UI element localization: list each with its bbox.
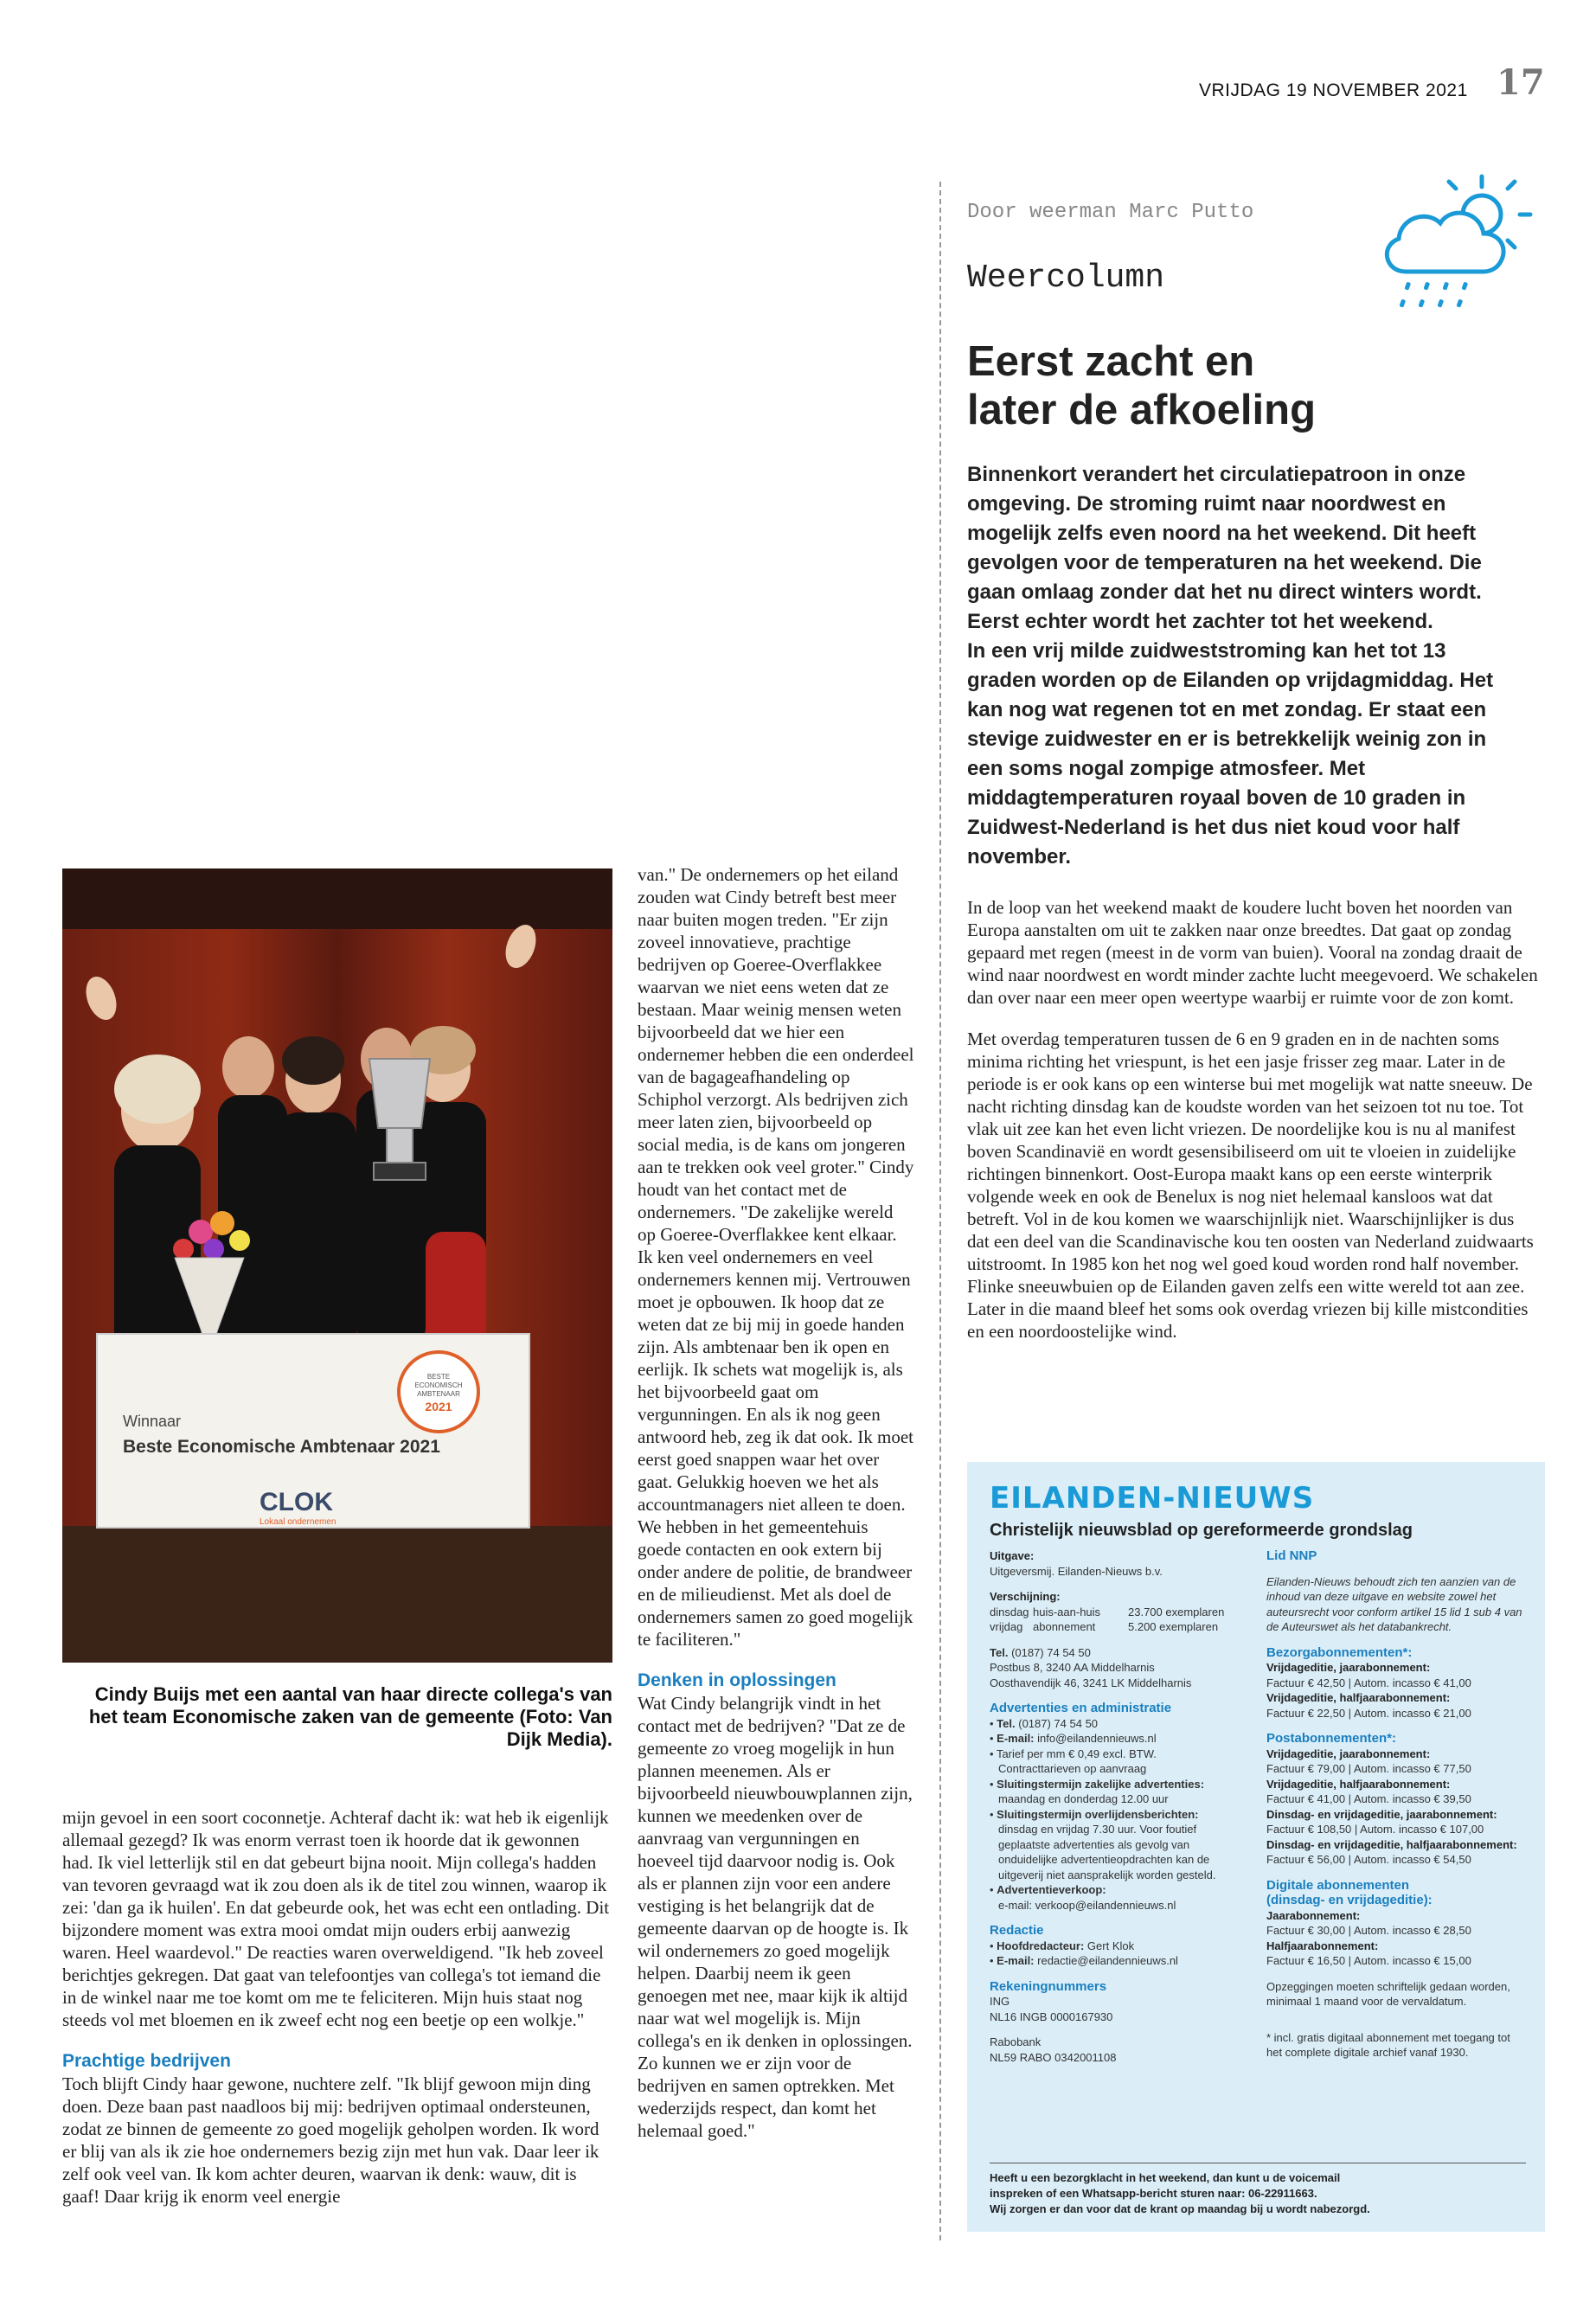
weather-intro-p1: Binnenkort verandert het circulatiepatroon in onze omgeving. De stroming ruimt naar noordwest en mogelijk zelfs even noord na het weekend. Dit heeft gevolgen voor de temperaturen na het weekend. Die gaan omlaag zonder dat het nu direct winters wordt. Eerst echter wordt het zachter tot het weekend.: [967, 463, 1482, 633]
photo-caption: Cindy Buijs met een aantal van haar directe collega's van het team Economische zaken van de gemeente (Foto: Van Dijk Media).: [88, 1683, 612, 1750]
sluit-ovl-value: dinsdag en vrijdag 7.30 uur. Voor foutief geplaatste advertenties als gevolg van onduidelijke advertentieopdrachten kan de uitgeverij niet aansprakelijk worden gesteld.: [998, 1823, 1216, 1881]
sluit-zak-label: Sluitingstermijn zakelijke advertenties:: [997, 1777, 1205, 1791]
weather-headline-line1: Eerst zacht en: [967, 338, 1255, 385]
hoofdred-label: Hoofdredacteur:: [997, 1939, 1085, 1952]
article-left-p2: Toch blijft Cindy haar gewone, nuchtere zelf. "Ik blijf gewoon mijn ding doen. Deze baan past naadloos bij mij: bedrijven optimaal ondersteunen, zodat ze binnen de gemeente zo goed mogelijk geholpen worden. Ik word er blij van als ik zie hoe ondernemers bezig zijn met hun vak. Daar leer ik zelf ook veel van. Ik kom achter deuren, waarvan ik denk: wauw, dit is gaaf! Daar krijg ik enorm veel energie: [62, 2073, 599, 2207]
bank2: Rabobank: [990, 2035, 1042, 2048]
post-heading: Postabonnementen*:: [1266, 1731, 1397, 1746]
verschijning-row: [990, 1619, 1249, 1635]
banner-title: Winnaar: [123, 1413, 182, 1430]
verschijning-type: abonnement: [1033, 1620, 1096, 1633]
article-left-p1: mijn gevoel in een soort coconnetje. Achteraf dacht ik: wat heb ik eigenlijk allemaal gezegd? Ik was enorm verrast toen ik hoorde dat ik gewonnen had. Ik viel letterlijk stil en dat gebeurt bijna nooit. Mijn collega's hadden van tevoren gevraagd wat ik zou doen als ik de titel zou winnen, waarop ik zei: 'dan ga ik huilen'. En dat gebeurde ook, het was echt een ontlading. Dit bijzondere moment was extra mooi omdat mijn ouders erbij aanwezig waren. Heel waardevol." De reacties waren overweldigend. "Ik heb zoveel berichtjes gekregen. Dat gaat van telefoontjes van collega's tot iemand die in de winkel naar me toe komt om me te feliciteren. Mijn huis staat nog steeds vol met bloemen en ik zweef echt nog een beetje op een wolkje.": [62, 1807, 610, 2030]
colophon-footer: [990, 2163, 1526, 2217]
weather-headline: [967, 337, 1503, 434]
article-mid-p2: Wat Cindy belangrijk vindt in het contact met de bedrijven? "Dat ze de gemeente zo vroeg mogelijk in hun plannen meenemen. Als er bijvoorbeeld nieuwbouwplannen zijn, kunnen we meedenken over de aanvraag van vergunningen en hoeveel tijd daarvoor nodig is. Ook als er plannen zijn voor een andere vestiging is het belangrijk dat de gemeente daarvan op de hoogte is. Ik wil ondernemers zo goed mogelijk helpen. Daarbij neem ik geen genoegen met nee, maar kijk ik altijd naar wat wel mogelijk is. Mijn collega's en ik denken in oplossingen. Zo kunnen we er zijn voor de bedrijven en samen optrekken. Met wederzijds respect, dan komt het helemaal goed.": [638, 1693, 913, 2141]
verschijning-day: vrijdag: [990, 1620, 1023, 1633]
weather-headline-line2: later de afkoeling: [967, 387, 1317, 433]
weather-body-p2: Met overdag temperaturen tussen de 6 en 9 graden en in de nachten soms minima richting het vriespunt, is het een jasje frisser zeg maar. Later in de periode is er ook kans op een winterse bui met mogelijk wat natte sneeuw. De nacht richting dinsdag kan de koudste worden van het seizoen tot nu toe. Tot vlak uit zee kan het even licht vriezen. De noordelijke kou is nu al manifest boven Scandinavië en wordt gesensibiliseerd om uit te vloeien in zuidelijke richtingen binnenkort. Oost-Europa maakt kans op een eerste winterprik volgende week en ook de Benelux is nog niet helemaal kansloos wat dat betreft. Vol in de kou komen we waarschijnlijk niet. Waarschijnlijker is dus dat een deel van die Scandinavische kou ten oosten van Nederland zuidwaarts uitstroomt. In 1985 kon het nog wel goed koud worden rond half november. Flinke sneeuwbuien op de Eilanden gaven zelfs een witte wereld tot aan zee. Later in die maand bleef het soms ook overdag vriezen bij kille mistcondities en een noordoostelijke wind.: [967, 1029, 1534, 1342]
post-v1: Factuur € 79,00 | Autom. incasso € 77,50: [1266, 1762, 1471, 1775]
dig-heading2: (dinsdag- en vrijdageditie):: [1266, 1893, 1433, 1907]
hoofdred-value: Gert Klok: [1086, 1939, 1135, 1952]
post-l1: Vrijdageditie, jaarabonnement:: [1266, 1747, 1431, 1760]
article-mid-p1: van." De ondernemers op het eiland zouden wat Cindy betreft best meer naar buiten mogen treden. "Er zijn zoveel innovatieve, prachtige bedrijven op Goeree-Overflakkee waarvan we niet eens weten dat ze bestaan. Maar weinig mensen weten bijvoorbeeld dat we hier een ondernemer hebben die een onderdeel van de bagageafhandeling op Schiphol verzorgt. Als bedrijven zich meer laten zien, bijvoorbeeld op social media, is de kans om jongeren aan te trekken ook veel groter." Cindy houdt van het contact met de ondernemers. "De zakelijke wereld op Goeree-Overflakkee kent elkaar. Ik ken veel ondernemers en veel ondernemers kennen mij. Vertrouwen moet je opbouwen. Ik hoop dat ze weten dat ze bij mij in goede handen zijn. Als ambtenaar ben ik open en eerlijk. Ik schets wat mogelijk is, als het bijvoorbeeld gaat om vergunningen. En als ik nog geen antwoord heb, zeg ik dat ook. Ik moet eerst goed snappen waar het over gaat. Gelukkig hoeven we het als accountmanagers niet alleen te doen. We hebben in het gemeentehuis goede contacten en ook extern bij onder andere de politie, de brandweer en de milieudienst. Met als doel de ondernemers samen zo goed mogelijk te faciliteren.": [638, 864, 914, 1650]
verschijning-count: 23.700 exemplaren: [1128, 1605, 1225, 1618]
opzeg-text: Opzeggingen moeten schriftelijk gedaan worden, minimaal 1 maand voor de vervaldatum.: [1266, 1979, 1510, 2008]
red-email-value[interactable]: redactie@eilandennieuws.nl: [1037, 1954, 1178, 1967]
adv-tel-value: (0187) 74 54 50: [1018, 1716, 1099, 1730]
verschijning-count: 5.200 exemplaren: [1128, 1620, 1219, 1633]
bezorg-v2: Factuur € 22,50 | Autom. incasso € 21,00: [1266, 1706, 1471, 1720]
weather-cloud-sun-rain-icon: [1371, 170, 1540, 322]
verkoop-label: Advertentieverkoop:: [997, 1883, 1106, 1896]
weather-intro-p2: In een vrij milde zuidweststroming kan het tot 13 graden worden op de Eilanden op vrijdagmiddag. Het kan nog wat regenen tot en met zondag. Er staat een stevige zuidwester en er is betrekkelijk weinig zon in een soms nogal zompige atmosfeer. Met middagtemperaturen royaal boven de 10 graden in Zuidwest-Nederland is het dus niet koud voor half november.: [967, 639, 1494, 868]
post-v2: Factuur € 41,00 | Autom. incasso € 39,50: [1266, 1792, 1471, 1805]
post-l4: Dinsdag- en vrijdageditie, halfjaarabonnement:: [1266, 1837, 1517, 1851]
adv-email-label: E-mail:: [997, 1732, 1035, 1745]
dig-v2: Factuur € 16,50 | Autom. incasso € 15,00: [1266, 1954, 1471, 1967]
eilanden-nieuws-logo: EILANDEN-NIEUWS: [990, 1481, 1315, 1516]
bank2-nr: NL59 RABO 0342001108: [990, 2050, 1117, 2064]
subhead-prachtige-bedrijven: Prachtige bedrijven: [62, 2051, 231, 2071]
sluit-ovl-label: Sluitingstermijn overlijdensberichten:: [997, 1807, 1199, 1821]
verkoop-value[interactable]: e-mail: verkoop@eilandennieuws.nl: [998, 1898, 1176, 1912]
verschijning-day: dinsdag: [990, 1605, 1029, 1618]
footer-line3: Wij zorgen er dan voor dat de krant op maandag bij u wordt nabezorgd.: [990, 2202, 1370, 2215]
bezorg-v1: Factuur € 42,50 | Autom. incasso € 41,00: [1266, 1676, 1471, 1689]
award-photo: [62, 868, 612, 1663]
clok-logo: CLOK: [260, 1488, 333, 1516]
bezorg-heading: Bezorgabonnementen*:: [1266, 1644, 1413, 1660]
verschijning-label: Verschijning:: [990, 1590, 1061, 1603]
weather-body: [967, 896, 1538, 1362]
article-middle-column: [638, 863, 914, 2161]
adv-tarief: Tarief per mm € 0,49 excl. BTW.: [996, 1747, 1157, 1760]
adv-tarief2: Contracttarieven op aanvraag: [998, 1762, 1147, 1775]
badge-line2: ECONOMISCH: [414, 1381, 463, 1389]
article-left-column: [62, 1806, 612, 2227]
weather-intro: [967, 460, 1503, 872]
badge-line1: BESTE: [426, 1373, 451, 1381]
address-line1: Postbus 8, 3240 AA Middelharnis: [990, 1661, 1155, 1674]
adv-heading: Advertenties en administratie: [990, 1701, 1172, 1715]
colophon-box: [967, 1462, 1545, 2232]
tel-label: Tel.: [990, 1645, 1009, 1659]
colophon-left: Uitgave: Uitgeversmij. Eilanden-Nieuws b.v. Verschijning: dinsdag huis-aan-huis 23.700 exemplaren vrijdag abonnement 5.200 exemplaren Tel. (0187) 74 54 50 Postbus 8, 3240 AA Middelharnis Oosthavendijk 46, 3241 LK Middelharnis Advertenties en administratie • Tel. (0187) 74 54 50 • E-mail: info@eilandennieuws.nl • Tarief per mm € 0,49 excl. BTW. Contracttarieven op aanvraag • Sluitingstermijn zakelijke advertenties: maandag en donderdag 12.00 uur • Sluitingstermijn overlijdensberichten: dinsdag en vrijdag 7.30 uur. Voor foutief geplaatste advertenties als gevolg van onduidelijke advertentieopdrachten kan de uitgeverij niet aansprakelijk worden gesteld. • Advertentieverkoop: e-mail: verkoop@eilandennieuws.nl Redactie • Hoofdredacteur: Gert Klok • E-mail: redactie@eilandennieuws.nl Rekeningnummers ING NL16 INGB 0000167930 Rabobank NL59 RABO 0342001108: [990, 1548, 1249, 2065]
adv-tel-label: Tel.: [997, 1716, 1016, 1730]
dig-l2: Halfjaarabonnement:: [1266, 1939, 1379, 1952]
award-photo-illustration: [62, 868, 612, 1663]
dig-l1: Jaarabonnement:: [1266, 1908, 1361, 1922]
red-email-label: E-mail:: [997, 1954, 1035, 1967]
post-l3: Dinsdag- en vrijdageditie, jaarabonnement:: [1266, 1807, 1497, 1821]
banner-text: Beste Economische Ambtenaar 2021: [123, 1437, 440, 1457]
colophon-subtitle: Christelijk nieuwsblad op gereformeerde grondslag: [990, 1521, 1413, 1540]
page-number: 17: [1497, 62, 1545, 103]
issue-date: VRIJDAG 19 NOVEMBER 2021: [1199, 80, 1468, 100]
post-v4: Factuur € 56,00 | Autom. incasso € 54,50: [1266, 1853, 1471, 1866]
badge-line3: AMBTENAAR: [417, 1390, 460, 1398]
tel-value: (0187) 74 54 50: [1011, 1645, 1091, 1659]
post-l2: Vrijdageditie, halfjaarabonnement:: [1266, 1777, 1451, 1791]
colophon-right: [1266, 1548, 1526, 2061]
adv-email-value[interactable]: info@eilandennieuws.nl: [1037, 1732, 1157, 1745]
weather-kicker: Weercolumn: [967, 260, 1165, 297]
bezorg-l1: Vrijdageditie, jaarabonnement:: [1266, 1661, 1431, 1674]
post-v3: Factuur € 108,50 | Autom. incasso € 107,00: [1266, 1823, 1484, 1836]
nnp-text: Eilanden-Nieuws behoudt zich ten aanzien van de inhoud van deze uitgave en website zowel het auteursrecht voor conform artikel 15 lid 1 sub 4 van de Auteurswet als het databankrecht.: [1266, 1574, 1522, 1633]
dig-v1: Factuur € 30,00 | Autom. incasso € 28,50: [1266, 1924, 1471, 1937]
clok-logo-sub: Lokaal ondernemen: [260, 1517, 337, 1527]
weather-byline: Door weerman Marc Putto: [967, 201, 1254, 224]
sluit-zak-value: maandag en donderdag 12.00 uur: [998, 1792, 1169, 1805]
footer-line1: Heeft u een bezorgklacht in het weekend, dan kunt u de voicemail: [990, 2171, 1341, 2184]
nnp-heading: Lid NNP: [1266, 1548, 1317, 1563]
address-line2: Oosthavendijk 46, 3241 LK Middelharnis: [990, 1676, 1192, 1689]
uitgave-value: Uitgeversmij. Eilanden-Nieuws b.v.: [990, 1564, 1163, 1578]
footnote-text: * incl. gratis digitaal abonnement met toegang tot het complete digitale archief vanaf 1930.: [1266, 2030, 1510, 2059]
footer-line2: inspreken of een Whatsapp-bericht sturen naar: 06-22911663.: [990, 2187, 1317, 2200]
weather-body-p1: In de loop van het weekend maakt de koudere lucht boven het noorden van Europa aanstalten om uit te zakken naar onze breedtes. Dat gaat op zondag gepaard met regen (meest in de vorm van buien). Vooral na zondag draait de wind naar noordwest en wordt minder zachte lucht meegevoerd. We schakelen dan over naar een meer open weertype waarbij er ruimte voor de zon komt.: [967, 897, 1538, 1008]
verschijning-type: huis-aan-huis: [1033, 1605, 1101, 1618]
rek-heading: Rekeningnummers: [990, 1978, 1107, 1994]
bank1-nr: NL16 INGB 0000167930: [990, 2009, 1113, 2023]
bank1: ING: [990, 1995, 1010, 2008]
uitgave-label: Uitgave:: [990, 1549, 1035, 1562]
redactie-heading: Redactie: [990, 1923, 1044, 1938]
dig-heading1: Digitale abonnementen: [1266, 1877, 1410, 1893]
verschijning-row: [990, 1605, 1249, 1620]
bezorg-l2: Vrijdageditie, halfjaarabonnement:: [1266, 1691, 1451, 1704]
badge-year: 2021: [425, 1400, 452, 1413]
subhead-denken-in-oplossingen: Denken in oplossingen: [638, 1670, 836, 1690]
column-divider: [939, 182, 941, 2240]
